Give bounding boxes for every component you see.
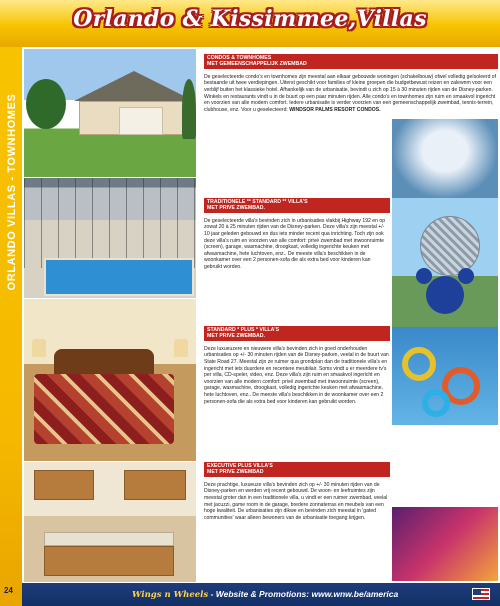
side-tab-label: ORLANDO VILLAS - TOWNHOMES <box>6 93 18 291</box>
page-number: 24 <box>4 586 13 595</box>
side-tab <box>0 47 22 606</box>
section-condos <box>204 54 498 113</box>
section-heading: EXECUTIVE PLUS VILLA'S MET PRIVE ZWEMBAD <box>204 462 390 477</box>
page-header <box>0 0 500 47</box>
footer-text <box>132 589 398 600</box>
water-park-photo <box>392 327 498 425</box>
bedroom-photo <box>24 299 196 461</box>
section-executive-plus-villas <box>204 462 390 521</box>
section-body: Deze luxueuzere en nieuwere villa's bevinden zich in goed onderhouden urbanisaties op +/- 30 minuten rijden van de Disney-parken, veelal in de buurt van State Road 27. Meestal zijn ze ruimer qua grondplan dan de traditionele villa's en ingericht met iets duurdere en recentere meubilair. Soms vindt u er meerdere tv's per villa, CD-speler, video, enz. Deze villa's zijn ruim en smaakvol ingericht en voorzien van alle modern comfort: privé zwembad met inwoonruimte (screen), garage, wasmachine, droogkast, volledig ingerichte keuken met afwasmachine, hete luchtoven, enz.. De meeste villa's beschikken in de woonkamer over een 2 personen-sofa die als extra bed voor kinderen kan gebruikt worden. <box>204 345 389 405</box>
footer-website: - Website & Promotions: www.wnw.be/america <box>208 589 399 599</box>
us-flag-icon <box>472 588 490 600</box>
bride-carriage-photo <box>392 119 498 199</box>
section-heading: STANDARD * PLUS * VILLA'S MET PRIVE ZWEMBAD. <box>204 326 390 341</box>
townhome-exterior-photo <box>24 49 196 177</box>
page-title: Orlando & Kissimmee,Villas <box>73 6 427 32</box>
section-body: De geselecteerde villa's bevinden zich in urbanisaties vlakbij Highway 192 en op zowat 20 à 25 minuten rijden van de Disney-parken. Deze villa's zijn meestal +/- 10 jaar geleden gebouwd en dus iets minder recent qua inrichting. Toch zijn ook deze villa's ruim en voorzien van alle comfort: privé zwembad met inwoonruimte (screen), garage, wasmachine, droogkast, volledig ingerichte keuken met afwasmachine, hete luchtoven, enz.. De meeste villa's beschikken in de woonkamer over een 2 personen-sofa die als extra bed voor kinderen kan gebruikt worden. <box>204 217 386 270</box>
parade-show-photo <box>392 507 498 581</box>
section-body: De geselecteerde condo's en townhomes zijn meestal aan elkaar gebouwde woningen (schakelbouw) ofwel volledig geïsoleerd of bestaande uit twee verdiepingen. Uiterst geschikt voor families of kleine groepen die budgetbewust reizen en zalewnm voor een verblijf buiten het klassieke hotel. Afhankelijk van de urbanisatie, bevindt u zich op 15 à 30 minuten rijden van de Disney-parken. Winkels en restaurants vindt u in de buurt op een paar minuten rijden. Alle condo's en townhomes zijn ruim en smaakvol ingericht en voorzien van alle modern comfort. Iedere urbanisatie is verder voorzien van een gemeenschappelijk zwembad, tennis-terrein, clubhouse, enz. Voor u geselecteerd: WINDSOR PALMS RESORT CONDOS. <box>204 73 497 113</box>
epcot-mickey-photo <box>392 198 498 328</box>
kitchen-photo <box>24 462 196 582</box>
footer-brand: Wings n Wheels <box>132 590 209 600</box>
section-standard-plus-villas <box>204 326 390 405</box>
section-heading: TRADITIONELE ** STANDARD ** VILLA'S MET PRIVE ZWEMBAD. <box>204 198 390 213</box>
section-body: Deze prachtige, luxueuze villa's bevinden zich op +/- 30 minuten rijden van de Disney-parken en werden vrij recent gebouwd. De woon- en leefruimtes zijn meestal groter dan in een traditionele villa, u vindt er een ruimer zwembad, veelal met jacuzzi, game room in de garage, bredere zonnaterras en meubels van een hoge kwaliteit. De urbanisaties zijn dikwe en bevinden zich meestal in 'gated communities' waar alleen bewoners van de urbanisatie toegang krijgen. <box>204 481 388 521</box>
page-footer <box>22 583 500 606</box>
section-heading: CONDOS & TOWNHOMES MET GEMEENSCHAPPELIJK ZWEMBAD <box>204 54 498 69</box>
section-standard-villas <box>204 198 390 271</box>
pool-enclosure-photo <box>24 178 196 298</box>
resort-highlight: WINDSOR PALMS RESORT CONDOS. <box>289 106 381 113</box>
